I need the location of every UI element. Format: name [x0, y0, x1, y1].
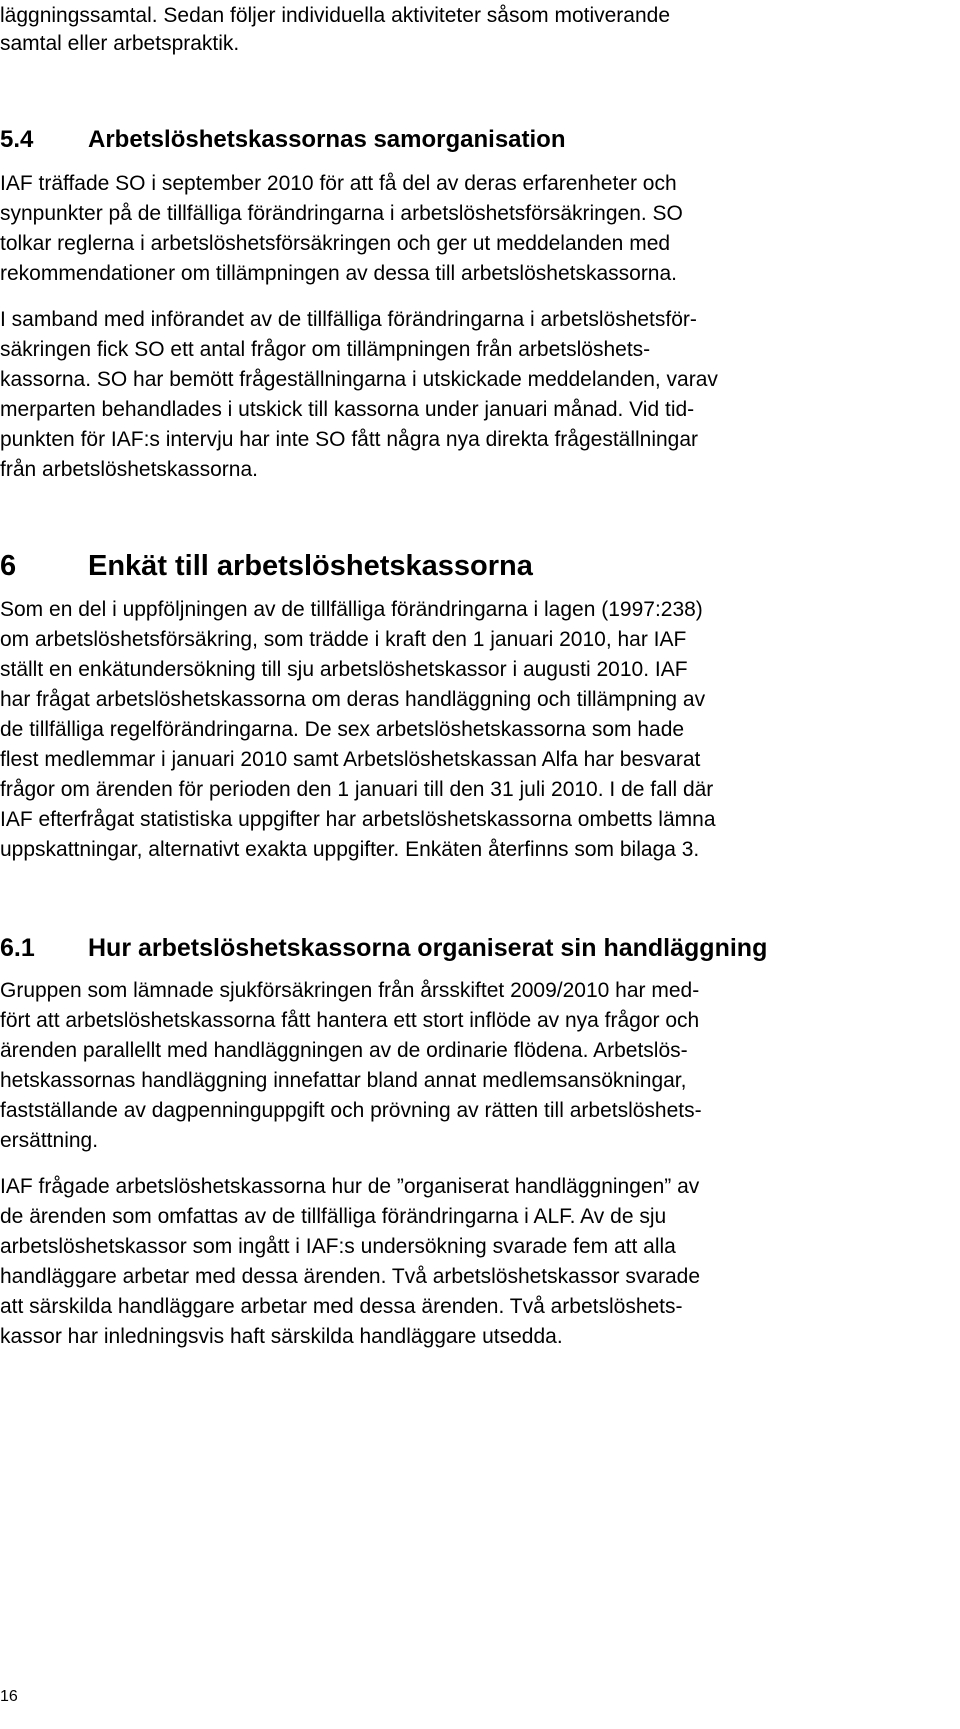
paragraph-line: hetskassornas handläggning innefattar bland annat medlemsansökningar, [0, 1069, 687, 1092]
paragraph-line: kassorna. SO har bemött frågeställningarna i utskickade meddelanden, varav [0, 368, 718, 391]
chapter-heading [0, 545, 960, 587]
section-number: 5.4 [0, 126, 34, 153]
paragraph-line: Gruppen som lämnade sjukförsäkringen från årsskiftet 2009/2010 har med- [0, 979, 700, 1002]
paragraph-line: uppskattningar, alternativt exakta uppgifter. Enkäten återfinns som bilaga 3. [0, 838, 700, 861]
paragraph-line: samtal eller arbetspraktik. [0, 32, 240, 55]
paragraph-line: handläggare arbetar med dessa ärenden. Två arbetslöshetskassor svarade [0, 1265, 701, 1288]
paragraph-line: IAF efterfrågat statistiska uppgifter har arbetslöshetskassorna ombetts lämna [0, 808, 716, 831]
paragraph-line: tolkar reglerna i arbetslöshetsförsäkringen och ger ut meddelanden med [0, 232, 671, 255]
paragraph-line: punkten för IAF:s intervju har inte SO fått några nya direkta frågeställningar [0, 428, 699, 451]
paragraph-line: från arbetslöshetskassorna. [0, 458, 258, 481]
paragraph-line: I samband med införandet av de tillfälliga förändringarna i arbetslöshetsför- [0, 308, 697, 331]
paragraph-line: har frågat arbetslöshetskassorna om deras handläggning och tillämpning av [0, 688, 706, 711]
paragraph-line: IAF träffade SO i september 2010 för att få del av deras erfarenheter och [0, 172, 677, 195]
paragraph-line: ärenden parallellt med handläggningen av de ordinarie flödena. Arbetslös- [0, 1039, 688, 1062]
paragraph-line: om arbetslöshetsförsäkring, som trädde i kraft den 1 januari 2010, har IAF [0, 628, 687, 651]
section-title: Arbetslöshetskassornas samorganisation [88, 126, 566, 153]
paragraph-line: säkringen fick SO ett antal frågor om tillämpningen från arbetslöshets- [0, 338, 651, 361]
paragraph-line: Som en del i uppföljningen av de tillfälliga förändringarna i lagen (1997:238) [0, 598, 703, 621]
paragraph-line: de tillfälliga regelförändringarna. De sex arbetslöshetskassorna som hade [0, 718, 685, 741]
paragraph-line: fastställande av dagpenninguppgift och prövning av rätten till arbetslöshets- [0, 1099, 702, 1122]
section-heading [0, 929, 960, 967]
paragraph-line: rekommendationer om tillämpningen av dessa till arbetslöshetskassorna. [0, 262, 678, 285]
page-number: 16 [0, 1688, 18, 1705]
paragraph-line: att särskilda handläggare arbetar med dessa ärenden. Två arbetslöshets- [0, 1295, 683, 1318]
chapter-number: 6 [0, 550, 17, 582]
paragraph-line: IAF frågade arbetslöshetskassorna hur de ”organiserat handläggningen” av [0, 1175, 700, 1198]
paragraph-line: ställt en enkätundersökning till sju arbetslöshetskassor i augusti 2010. IAF [0, 658, 688, 681]
section-heading [0, 122, 960, 158]
section-number: 6.1 [0, 934, 35, 962]
paragraph-line: läggningssamtal. Sedan följer individuella aktiviteter såsom motiverande [0, 4, 671, 27]
section-title: Hur arbetslöshetskassorna organiserat sin handläggning [88, 934, 768, 962]
paragraph-line: kassor har inledningsvis haft särskilda handläggare utsedda. [0, 1325, 563, 1348]
paragraph-line: flest medlemmar i januari 2010 samt Arbetslöshetskassan Alfa har besvarat [0, 748, 701, 771]
paragraph-line: ersättning. [0, 1129, 99, 1152]
paragraph-line: de ärenden som omfattas av de tillfälliga förändringarna i ALF. Av de sju [0, 1205, 667, 1228]
paragraph-line: fört att arbetslöshetskassorna fått hantera ett stort inflöde av nya frågor och [0, 1009, 700, 1032]
chapter-title: Enkät till arbetslöshetskassorna [88, 550, 533, 582]
paragraph-line: frågor om ärenden för perioden den 1 januari till den 31 juli 2010. I de fall där [0, 778, 714, 801]
paragraph-line: synpunkter på de tillfälliga förändringarna i arbetslöshetsförsäkringen. SO [0, 202, 683, 225]
paragraph-line: merparten behandlades i utskick till kassorna under januari månad. Vid tid- [0, 398, 695, 421]
paragraph-line: arbetslöshetskassor som ingått i IAF:s undersökning svarade fem att alla [0, 1235, 676, 1258]
